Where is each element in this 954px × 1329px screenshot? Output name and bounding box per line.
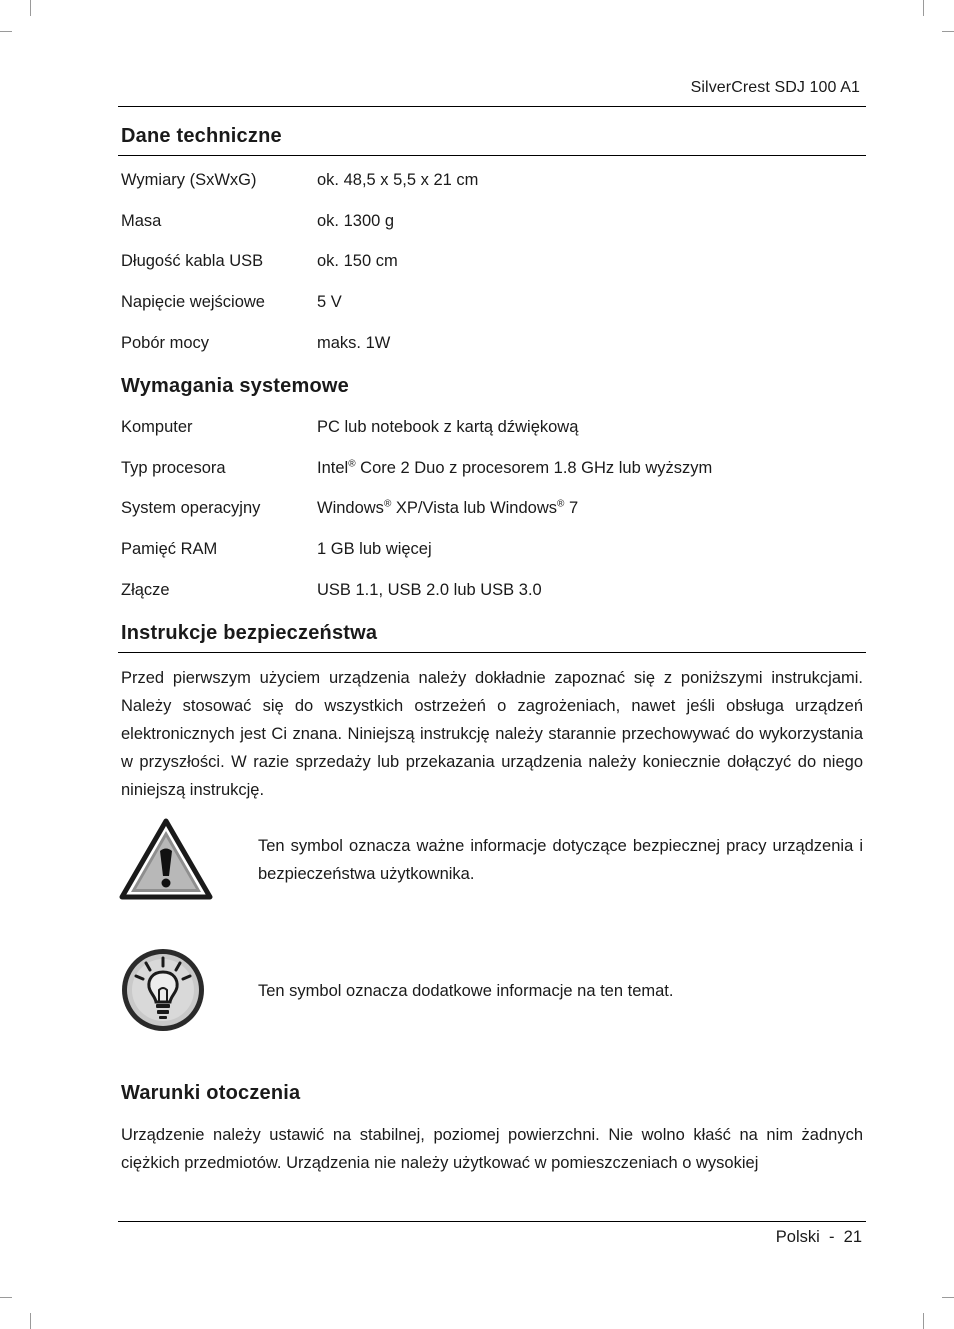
spec-value-text: XP/Vista lub Windows [391, 499, 557, 517]
safety-paragraph: Przed pierwszym użyciem urządzenia należy dokładnie zapoznać się z poniższymi instrukcjami. Należy stosować się do wszystkich ostrzeżeń o zagrożeniach, nawet jeśli obsługa urządzeń elektronicznych jest Ci znana. Niniejszą instrukcję należy starannie przechowywać do wykorzystania w przyszłości. W razie sprzedaży lub przekazania urządzenia należy koniecznie dołączyć do niego niniejszą instrukcję. [121, 669, 863, 799]
header-rule [118, 106, 866, 107]
brand-text: Intel [317, 459, 349, 477]
spec-value: PC lub notebook z kartą dźwiękową [317, 418, 579, 436]
spec-value: ok. 48,5 x 5,5 x 21 cm [317, 171, 479, 189]
section-title-tech: Dane techniczne [121, 125, 282, 147]
spec-label: Wymiary (SxWxG) [121, 171, 257, 189]
section-title-environment: Warunki otoczenia [121, 1082, 301, 1104]
crop-mark [30, 0, 31, 16]
spec-label: Typ procesora [121, 459, 226, 477]
spec-label: Masa [121, 212, 162, 230]
crop-mark [0, 31, 12, 32]
brand-text: Windows [317, 499, 384, 517]
spec-label: Złącze [121, 581, 170, 599]
spec-value: USB 1.1, USB 2.0 lub USB 3.0 [317, 581, 542, 599]
environment-paragraph: Urządzenie należy ustawić na stabilnej, poziomej powierzchni. Nie wolno kłaść na nim żadnych ciężkich przedmiotów. Urządzenia nie należy użytkować w pomieszczeniach o wysokiej [121, 1126, 863, 1172]
section-title-sysreq: Wymagania systemowe [121, 375, 349, 397]
spec-label: Pamięć RAM [121, 540, 218, 558]
spec-label: Komputer [121, 418, 193, 436]
spec-value: 5 V [317, 293, 342, 311]
spec-value-text: 7 [564, 499, 579, 517]
section-rule [118, 155, 866, 156]
spec-label: System operacyjny [121, 499, 261, 517]
registered-mark: ® [348, 458, 356, 470]
spec-value: maks. 1W [317, 334, 391, 352]
spec-value: ok. 150 cm [317, 252, 398, 270]
crop-mark [923, 1313, 924, 1329]
lightbulb-icon [119, 946, 207, 1034]
warning-note-text: Ten symbol oznacza ważne informacje dotyczące bezpiecznej pracy urządzenia i bezpieczeństwa użytkownika. [258, 837, 863, 883]
crop-mark [942, 1297, 954, 1298]
registered-mark: ® [383, 498, 392, 510]
spec-value: 1 GB lub więcej [317, 540, 432, 558]
spec-label: Pobór mocy [121, 334, 210, 352]
section-title-safety: Instrukcje bezpieczeństwa [121, 622, 378, 644]
crop-mark [0, 1297, 12, 1298]
crop-mark [923, 0, 924, 16]
page-number: Polski - 21 [775, 1228, 862, 1246]
footer-rule [118, 1221, 866, 1222]
registered-mark: ® [557, 498, 565, 510]
spec-value: ok. 1300 g [317, 212, 395, 230]
crop-mark [942, 31, 954, 32]
crop-mark [30, 1313, 31, 1329]
running-header: SilverCrest SDJ 100 A1 [690, 79, 860, 96]
info-note-text: Ten symbol oznacza dodatkowe informacje na ten temat. [258, 982, 674, 1000]
spec-label: Długość kabla USB [121, 252, 264, 270]
section-rule [118, 652, 866, 653]
spec-label: Napięcie wejściowe [121, 293, 265, 311]
spec-value-text: Core 2 Duo z procesorem 1.8 GHz lub wyższym [355, 459, 713, 477]
spec-value [317, 459, 712, 478]
spec-value [317, 499, 578, 518]
warning-triangle-icon [119, 818, 213, 900]
